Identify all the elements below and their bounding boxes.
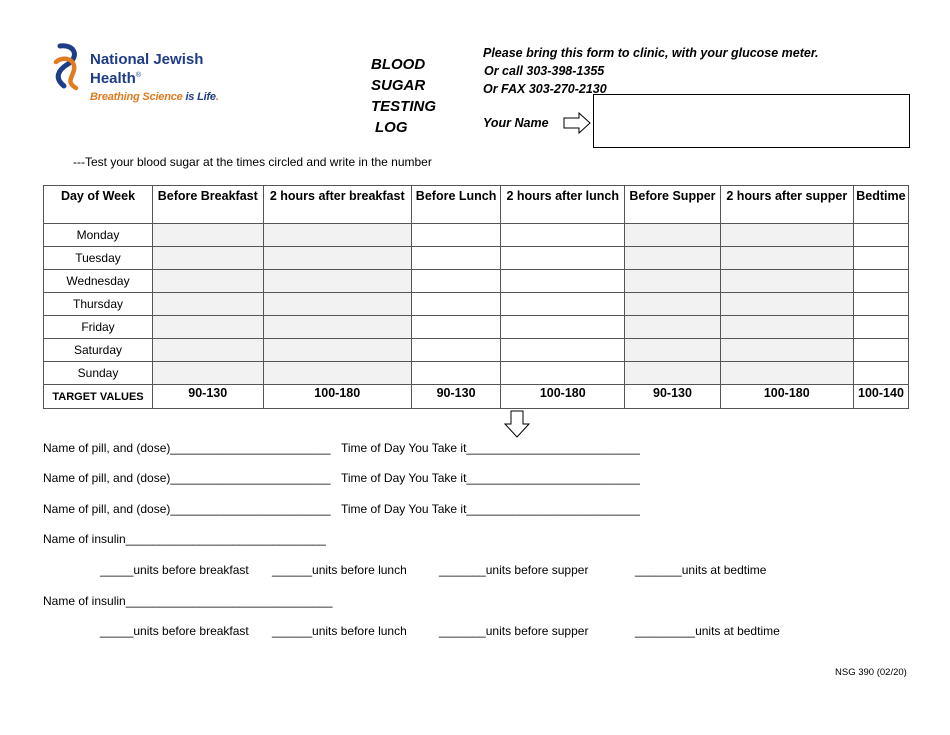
pill-name-field[interactable]: Name of pill, and (dose)________________________	[43, 502, 331, 516]
reading-cell[interactable]	[853, 362, 908, 385]
reading-cell[interactable]	[720, 247, 853, 270]
logo-mark-icon	[48, 42, 88, 92]
reading-cell[interactable]	[720, 293, 853, 316]
insulin-units-breakfast[interactable]: _____units before breakfast	[100, 624, 249, 638]
reading-cell[interactable]	[263, 316, 411, 339]
logo	[48, 42, 228, 112]
reading-cell[interactable]	[853, 224, 908, 247]
target-values-label: TARGET VALUES	[44, 385, 153, 409]
form-code: NSG 390 (02/20)	[835, 667, 907, 678]
pill-name-field[interactable]: Name of pill, and (dose)________________________	[43, 471, 331, 485]
reading-cell[interactable]	[625, 224, 720, 247]
reading-cell[interactable]	[853, 247, 908, 270]
table-row	[44, 293, 909, 316]
pill-time-field[interactable]: Time of Day You Take it__________________________	[341, 441, 640, 455]
reading-cell[interactable]	[501, 270, 625, 293]
reading-cell[interactable]	[625, 270, 720, 293]
column-header: Before Lunch	[411, 186, 500, 224]
insulin-name-field[interactable]: Name of insulin_______________________________	[43, 594, 333, 608]
table-row	[44, 270, 909, 293]
reading-cell[interactable]	[720, 224, 853, 247]
arrow-down-icon	[504, 410, 530, 443]
your-name-label: Your Name	[483, 116, 549, 130]
logo-name: National Jewish Health®	[90, 51, 204, 87]
day-label: Wednesday	[44, 270, 153, 293]
reading-cell[interactable]	[501, 339, 625, 362]
reading-cell[interactable]	[501, 247, 625, 270]
day-label: Thursday	[44, 293, 153, 316]
reading-cell[interactable]	[625, 247, 720, 270]
insulin-units-lunch[interactable]: ______units before lunch	[272, 624, 407, 638]
blood-sugar-log-table	[43, 185, 909, 409]
reading-cell[interactable]	[153, 224, 264, 247]
reading-cell[interactable]	[153, 316, 264, 339]
reading-cell[interactable]	[153, 362, 264, 385]
table-row	[44, 224, 909, 247]
reading-cell[interactable]	[263, 293, 411, 316]
column-header: Day of Week	[44, 186, 153, 224]
reading-cell[interactable]	[263, 270, 411, 293]
page-title: BLOOD SUGAR TESTING LOG	[371, 56, 437, 136]
reading-cell[interactable]	[853, 339, 908, 362]
reading-cell[interactable]	[153, 270, 264, 293]
reading-cell[interactable]	[501, 316, 625, 339]
insulin-units-supper[interactable]: _______units before supper	[439, 563, 589, 577]
reading-cell[interactable]	[625, 293, 720, 316]
reading-cell[interactable]	[411, 270, 500, 293]
reading-cell[interactable]	[853, 316, 908, 339]
reading-cell[interactable]	[153, 247, 264, 270]
column-header: Before Supper	[625, 186, 720, 224]
column-header: Before Breakfast	[153, 186, 264, 224]
day-label: Sunday	[44, 362, 153, 385]
insulin-units-bedtime[interactable]: _________units at bedtime	[635, 624, 780, 638]
pill-time-field[interactable]: Time of Day You Take it__________________________	[341, 471, 640, 485]
reading-cell[interactable]	[625, 362, 720, 385]
reading-cell[interactable]	[411, 339, 500, 362]
target-values-row	[44, 385, 909, 409]
insulin-name-field[interactable]: Name of insulin______________________________	[43, 532, 326, 546]
reading-cell[interactable]	[263, 339, 411, 362]
reading-cell[interactable]	[720, 316, 853, 339]
your-name-input[interactable]	[593, 94, 910, 148]
day-label: Friday	[44, 316, 153, 339]
column-header: 2 hours after breakfast	[263, 186, 411, 224]
reading-cell[interactable]	[501, 224, 625, 247]
day-label: Tuesday	[44, 247, 153, 270]
reading-cell[interactable]	[625, 339, 720, 362]
insulin-units-supper[interactable]: _______units before supper	[439, 624, 589, 638]
column-header: 2 hours after lunch	[501, 186, 625, 224]
reading-cell[interactable]	[263, 224, 411, 247]
clinic-instructions: Please bring this form to clinic, with your glucose meter. Or call 303-398-1355 Or FAX 303-270-2130	[483, 46, 819, 96]
logo-tagline: Breathing Science is Life.	[90, 91, 219, 103]
table-row	[44, 362, 909, 385]
reading-cell[interactable]	[411, 247, 500, 270]
reading-cell[interactable]	[411, 293, 500, 316]
target-value: 90-130	[153, 385, 264, 409]
pill-time-field[interactable]: Time of Day You Take it__________________________	[341, 502, 640, 516]
target-value: 100-140	[853, 385, 908, 409]
insulin-units-bedtime[interactable]: _______units at bedtime	[635, 563, 767, 577]
table-row	[44, 339, 909, 362]
target-value: 90-130	[625, 385, 720, 409]
target-value: 100-180	[501, 385, 625, 409]
reading-cell[interactable]	[411, 224, 500, 247]
reading-cell[interactable]	[625, 316, 720, 339]
reading-cell[interactable]	[853, 270, 908, 293]
day-label: Saturday	[44, 339, 153, 362]
arrow-right-icon	[563, 112, 591, 139]
test-instruction: ---Test your blood sugar at the times circled and write in the number	[73, 155, 432, 169]
table-header-row	[44, 186, 909, 224]
reading-cell[interactable]	[720, 362, 853, 385]
reading-cell[interactable]	[263, 247, 411, 270]
reading-cell[interactable]	[720, 270, 853, 293]
target-value: 100-180	[263, 385, 411, 409]
reading-cell[interactable]	[411, 316, 500, 339]
table-row	[44, 316, 909, 339]
pill-name-field[interactable]: Name of pill, and (dose)________________________	[43, 441, 331, 455]
column-header: Bedtime	[853, 186, 908, 224]
reading-cell[interactable]	[853, 293, 908, 316]
reading-cell[interactable]	[720, 339, 853, 362]
target-value: 100-180	[720, 385, 853, 409]
reading-cell[interactable]	[501, 362, 625, 385]
table-row	[44, 247, 909, 270]
reading-cell[interactable]	[153, 293, 264, 316]
day-label: Monday	[44, 224, 153, 247]
reading-cell[interactable]	[411, 362, 500, 385]
insulin-units-lunch[interactable]: ______units before lunch	[272, 563, 407, 577]
column-header: 2 hours after supper	[720, 186, 853, 224]
insulin-units-breakfast[interactable]: _____units before breakfast	[100, 563, 249, 577]
reading-cell[interactable]	[153, 339, 264, 362]
reading-cell[interactable]	[263, 362, 411, 385]
reading-cell[interactable]	[501, 293, 625, 316]
target-value: 90-130	[411, 385, 500, 409]
